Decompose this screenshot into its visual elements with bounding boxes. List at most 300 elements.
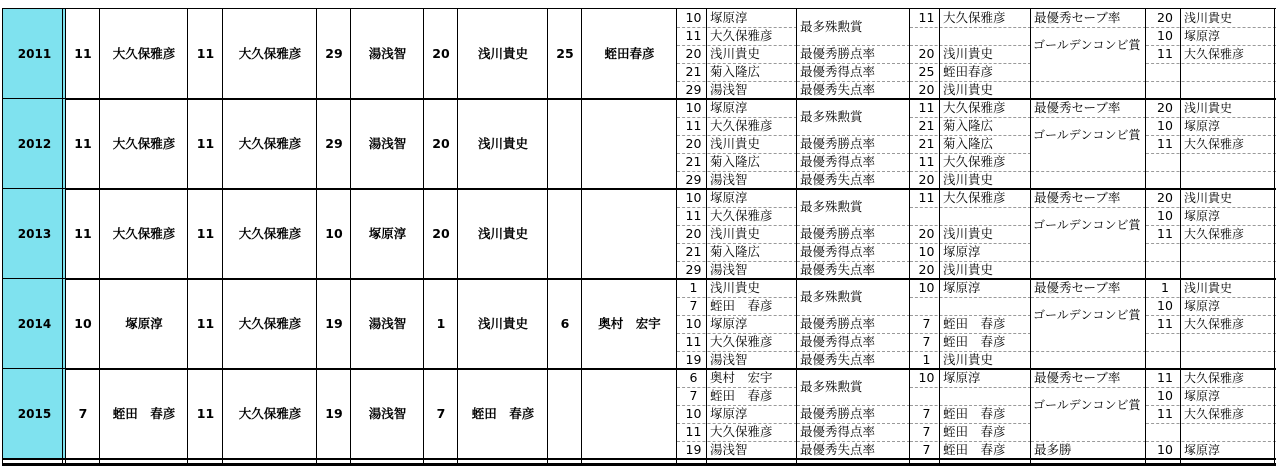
position-num-4: 7 [436,405,446,421]
row-divider [910,225,1031,226]
award-winner-number: 11 [918,189,935,205]
row-divider [910,261,1031,262]
special-award-number: 10 [1157,27,1173,43]
position-name-2: 大久保雅彦 [238,315,302,331]
row-divider [797,45,910,46]
row-divider [1146,117,1276,118]
special-award-number: 11 [1157,225,1173,241]
special-award-number [1146,63,1181,81]
position-num-5: 6 [560,315,570,331]
award-winner-name: 大久保雅彦 [943,189,1006,205]
award-winner-number: 20 [918,171,935,187]
row-divider [1031,297,1146,298]
award-winner-name: 蛭田 春彦 [943,405,1006,421]
award-player-number: 20 [685,225,702,241]
row-divider [1146,387,1276,388]
position-num-4: 1 [436,315,446,331]
award-winner-name: 塚原淳 [943,243,981,259]
award-winner-number: 11 [918,9,935,25]
position-num-2: 11 [196,45,215,61]
row-divider [1146,153,1276,154]
award-winner-number: 21 [918,117,935,133]
row-divider [910,81,1031,82]
position-name-1: 大久保雅彦 [112,225,176,241]
position-name-3: 湯浅智 [368,45,407,61]
award-player-name: 蛭田 春彦 [710,387,773,403]
column-divider [676,8,677,466]
award-player-number: 29 [685,171,702,187]
column-divider [909,8,910,466]
year-cell: 2014 [3,279,66,369]
column-divider [2,8,3,466]
row-divider [677,153,797,154]
row-divider [910,135,1031,136]
special-award-number: 11 [1157,405,1173,421]
row-divider [910,333,1031,334]
award-winner-number: 20 [918,225,935,241]
row-divider [797,135,910,136]
award-player-name: 塚原淳 [710,99,748,115]
award-player-name: 塚原淳 [710,9,748,25]
award-player-name: 湯浅智 [710,441,748,457]
award-winner-name: 蛭田 春彦 [943,315,1006,331]
special-award-name [1181,243,1276,261]
special-award-number [1146,243,1181,261]
row-divider [1146,261,1276,262]
row-divider [797,171,910,172]
column-divider [581,8,582,466]
column-divider [62,8,63,466]
position-num-4: 20 [432,135,450,151]
row-divider [797,333,910,334]
row-divider [677,351,797,352]
award-title: 最優秀勝点率 [800,135,876,151]
award-title: 最優秀勝点率 [800,315,876,331]
special-award-title: ゴールデンコンビ賞 [1033,38,1141,52]
award-player-number: 7 [689,387,698,403]
award-player-number: 10 [685,189,702,205]
position-num-1: 11 [74,45,92,61]
row-divider [1031,171,1146,172]
row-divider [910,315,1031,316]
position-name-4: 浅川貴史 [477,135,528,151]
row-divider [910,297,1031,298]
award-player-number: 11 [685,117,702,133]
position-name-2: 大久保雅彦 [238,405,302,421]
award-winner-name: 塚原淳 [943,369,981,385]
special-award-name: 塚原淳 [1184,29,1221,43]
award-winner-number [910,207,940,225]
column-divider [350,8,351,466]
row-divider [677,63,797,64]
special-award-number: 10 [1157,297,1173,313]
award-player-name: 浅川貴史 [710,45,761,61]
position-name-4: 蛭田 春彦 [471,405,535,421]
award-title: 最多殊勲賞 [800,198,863,214]
position-num-2: 11 [196,135,215,151]
award-title: 最優秀失点率 [800,351,876,367]
position-num-3: 19 [325,405,343,421]
row-divider [797,423,910,424]
award-winner-number: 25 [918,63,935,79]
special-award-title: 最優秀セーブ率 [1034,279,1121,295]
special-award-title: ゴールデンコンビ賞 [1033,128,1141,142]
row-divider [677,171,797,172]
position-name-4: 浅川貴史 [477,45,528,61]
row-divider [910,171,1031,172]
award-title: 最多殊勲賞 [800,108,863,124]
award-player-name: 浅川貴史 [710,225,761,241]
row-divider [1146,225,1276,226]
award-winner-name: 浅川貴史 [943,81,994,97]
position-name-3: 湯浅智 [368,405,407,421]
special-award-title: ゴールデンコンビ賞 [1033,308,1141,322]
award-player-number: 10 [685,315,702,331]
special-award-number: 20 [1157,99,1173,115]
award-winner-number: 7 [922,441,931,457]
position-num-1: 11 [74,225,92,241]
row-divider [797,405,910,406]
row-divider [910,351,1031,352]
award-winner-name: 浅川貴史 [943,261,994,277]
award-winner-name: 浅川貴史 [943,225,994,241]
special-award-name: 大久保雅彦 [1184,371,1245,385]
award-player-name: 湯浅智 [710,261,748,277]
award-player-number: 21 [685,243,702,259]
row-divider [1146,135,1276,136]
row-divider [910,63,1031,64]
award-winner-number [910,27,940,45]
row-divider [797,243,910,244]
row-divider [677,387,797,388]
position-num-1: 11 [74,135,92,151]
special-award-name [1181,81,1276,99]
row-divider [1146,297,1276,298]
row-divider [1146,315,1276,316]
position-num-3: 10 [325,225,343,241]
award-winner-name: 大久保雅彦 [943,153,1006,169]
award-player-name: 蛭田 春彦 [710,297,773,313]
award-title: 最優秀得点率 [800,63,876,79]
year-cell: 2013 [3,189,66,279]
row-divider [910,423,1031,424]
award-player-name: 菊入隆広 [710,153,761,169]
special-award-title: ゴールデンコンビ賞 [1033,218,1141,232]
position-name-1: 蛭田 春彦 [112,405,176,421]
row-divider [797,63,910,64]
position-name-3: 湯浅智 [368,315,407,331]
special-award-name: 浅川貴史 [1184,11,1233,25]
special-award-name: 塚原淳 [1184,209,1221,223]
special-award-number: 11 [1157,315,1173,331]
special-award-number [1146,261,1181,279]
position-name-3: 塚原淳 [368,225,407,241]
special-award-title [1031,81,1146,99]
award-title: 最多殊勲賞 [800,378,863,394]
award-winner-number: 20 [918,45,935,61]
special-award-name [1181,261,1276,279]
position-num-4: 20 [432,45,450,61]
award-title: 最優秀得点率 [800,153,876,169]
row-divider [677,315,797,316]
row-divider [677,135,797,136]
special-award-name: 塚原淳 [1184,119,1221,133]
award-player-number: 20 [685,135,702,151]
row-divider [677,297,797,298]
award-player-number: 11 [685,27,702,43]
position-num-1: 10 [74,315,92,331]
award-player-name: 大久保雅彦 [710,333,773,349]
special-award-title [1031,423,1146,441]
award-player-name: 大久保雅彦 [710,423,773,439]
award-player-name: 塚原淳 [710,189,748,205]
award-winner-name: 浅川貴史 [943,45,994,61]
column-divider [706,8,707,466]
award-winner-number: 21 [918,135,935,151]
row-divider [677,117,797,118]
position-name-2: 大久保雅彦 [238,135,302,151]
special-award-name: 塚原淳 [1184,299,1221,313]
row-divider [797,315,910,316]
position-name-3: 湯浅智 [368,135,407,151]
award-winner-number: 7 [922,333,931,349]
special-award-title: 最優秀セーブ率 [1034,99,1121,115]
row-divider [677,261,797,262]
special-award-number: 11 [1157,369,1173,385]
award-title: 最優秀失点率 [800,261,876,277]
row-divider [910,27,1031,28]
column-divider [65,8,66,466]
row-divider [677,423,797,424]
award-winner-number: 7 [922,423,931,439]
special-award-name: 塚原淳 [1184,443,1221,457]
special-award-number: 10 [1157,207,1173,223]
row-divider [910,441,1031,442]
row-divider [677,405,797,406]
special-award-name: 浅川貴史 [1184,101,1233,115]
special-award-number [1146,423,1181,441]
award-player-number: 29 [685,261,702,277]
block-divider [3,458,1276,460]
award-winner-number: 7 [922,405,931,421]
special-award-number [1146,153,1181,171]
award-player-name: 浅川貴史 [710,135,761,151]
award-winner-name: 蛭田 春彦 [943,333,1006,349]
award-winner-number: 20 [918,81,935,97]
position-name-4: 浅川貴史 [477,315,528,331]
award-player-name: 浅川貴史 [710,279,761,295]
award-player-name: 湯浅智 [710,81,748,97]
position-name-5 [582,189,677,279]
year-cell: 2015 [3,369,66,459]
award-player-number: 19 [685,351,702,367]
award-title: 最多殊勲賞 [800,288,863,304]
position-num-4: 20 [432,225,450,241]
special-award-name [1181,171,1276,189]
special-award-title [1031,63,1146,81]
award-winner-number: 10 [918,279,935,295]
award-player-number: 11 [685,207,702,223]
special-award-number: 10 [1157,441,1173,457]
position-name-1: 大久保雅彦 [112,135,176,151]
special-award-name: 大久保雅彦 [1184,407,1245,421]
award-winner-name [940,297,1031,315]
special-award-title [1031,333,1146,351]
row-divider [910,207,1031,208]
row-divider [797,81,910,82]
special-award-number: 10 [1157,387,1173,403]
column-divider [457,8,458,466]
row-divider [1146,45,1276,46]
award-winner-number: 1 [922,351,931,367]
award-winner-name: 大久保雅彦 [943,99,1006,115]
award-title: 最優秀勝点率 [800,225,876,241]
award-player-name: 菊入隆広 [710,243,761,259]
position-num-1: 7 [78,405,88,421]
column-divider [187,8,188,466]
row-divider [1146,171,1276,172]
award-winner-number [910,297,940,315]
award-winner-number: 11 [918,153,935,169]
position-name-1: 塚原淳 [125,315,163,331]
award-player-number: 6 [689,369,698,385]
award-player-number: 10 [685,9,702,25]
award-player-number: 7 [689,297,698,313]
award-player-name: 湯浅智 [710,171,748,187]
position-name-5 [582,99,677,189]
position-num-5: 25 [556,45,574,61]
position-num-2: 11 [196,315,215,331]
award-player-number: 10 [685,99,702,115]
award-winner-name: 菊入隆広 [943,135,994,151]
award-winner-name [940,387,1031,405]
award-winner-name: 蛭田 春彦 [943,441,1006,457]
award-winner-name: 蛭田春彦 [943,63,994,79]
row-divider [1146,351,1276,352]
award-title: 最多殊勲賞 [800,18,863,34]
award-player-name: 塚原淳 [710,315,748,331]
special-award-name: 浅川貴史 [1184,281,1233,295]
award-title: 最優秀得点率 [800,423,876,439]
award-winner-number: 10 [918,243,935,259]
row-divider [677,207,797,208]
award-player-number: 11 [685,423,702,439]
row-divider [1031,261,1146,262]
column-divider [99,8,100,466]
award-title: 最優秀失点率 [800,81,876,97]
position-name-4: 浅川貴史 [477,225,528,241]
row-divider [1146,333,1276,334]
row-divider [1031,387,1146,388]
position-name-2: 大久保雅彦 [238,45,302,61]
award-title: 最優秀勝点率 [800,45,876,61]
award-player-name: 塚原淳 [710,405,748,421]
award-player-number: 10 [685,405,702,421]
special-award-number: 20 [1157,189,1173,205]
column-divider [316,8,317,466]
row-divider [910,387,1031,388]
row-divider [910,405,1031,406]
position-num-3: 29 [325,135,343,151]
special-award-number [1146,171,1181,189]
award-winner-name [940,207,1031,225]
position-num-2: 11 [196,225,215,241]
special-award-name: 塚原淳 [1184,389,1221,403]
row-divider [1031,81,1146,82]
award-winner-name: 蛭田 春彦 [943,423,1006,439]
position-num-5 [548,99,582,189]
award-player-name: 大久保雅彦 [710,207,773,223]
award-player-number: 21 [685,63,702,79]
position-num-5 [548,189,582,279]
award-title: 最優秀得点率 [800,243,876,259]
special-award-number: 11 [1157,45,1173,61]
special-award-number: 10 [1157,117,1173,133]
row-divider [797,153,910,154]
position-num-3: 29 [325,45,343,61]
row-divider [1146,207,1276,208]
special-award-title: 最優秀セーブ率 [1034,369,1121,385]
award-winner-number: 20 [918,261,935,277]
award-winner-number: 7 [922,315,931,331]
special-award-number [1146,351,1181,369]
position-name-5: 奥村 宏宇 [598,315,661,331]
position-name-5 [582,369,677,459]
award-player-number: 19 [685,441,702,457]
award-winner-number: 10 [918,369,935,385]
special-award-name: 大久保雅彦 [1184,227,1245,241]
award-player-number: 20 [685,45,702,61]
row-divider [1031,351,1146,352]
special-award-name [1181,333,1276,351]
special-award-number: 11 [1157,135,1173,151]
special-award-title [1031,171,1146,189]
award-winner-name: 大久保雅彦 [943,9,1006,25]
special-award-title: 最優秀セーブ率 [1034,189,1121,205]
row-divider [910,153,1031,154]
right-border [1274,8,1275,466]
award-winner-name: 浅川貴史 [943,351,994,367]
column-divider [796,8,797,466]
special-award-number: 20 [1157,9,1173,25]
row-divider [910,117,1031,118]
top-border [3,8,1276,9]
award-player-name: 大久保雅彦 [710,27,773,43]
award-winner-name: 塚原淳 [943,279,981,295]
special-award-name [1181,153,1276,171]
row-divider [677,81,797,82]
column-divider [939,8,940,466]
position-num-5 [548,369,582,459]
award-player-number: 11 [685,333,702,349]
position-num-2: 11 [196,405,215,421]
special-award-name: 浅川貴史 [1184,191,1233,205]
row-divider [1146,243,1276,244]
award-winner-number [910,387,940,405]
award-player-number: 1 [689,279,698,295]
award-winner-name: 浅川貴史 [943,171,994,187]
special-award-title [1031,243,1146,261]
column-divider [423,8,424,466]
award-winner-name: 菊入隆広 [943,117,994,133]
column-divider [1030,8,1031,466]
award-player-name: 菊入隆広 [710,63,761,79]
column-divider [1145,8,1146,466]
special-award-name [1181,63,1276,81]
special-award-title [1031,261,1146,279]
column-divider [1180,8,1181,466]
row-divider [677,45,797,46]
